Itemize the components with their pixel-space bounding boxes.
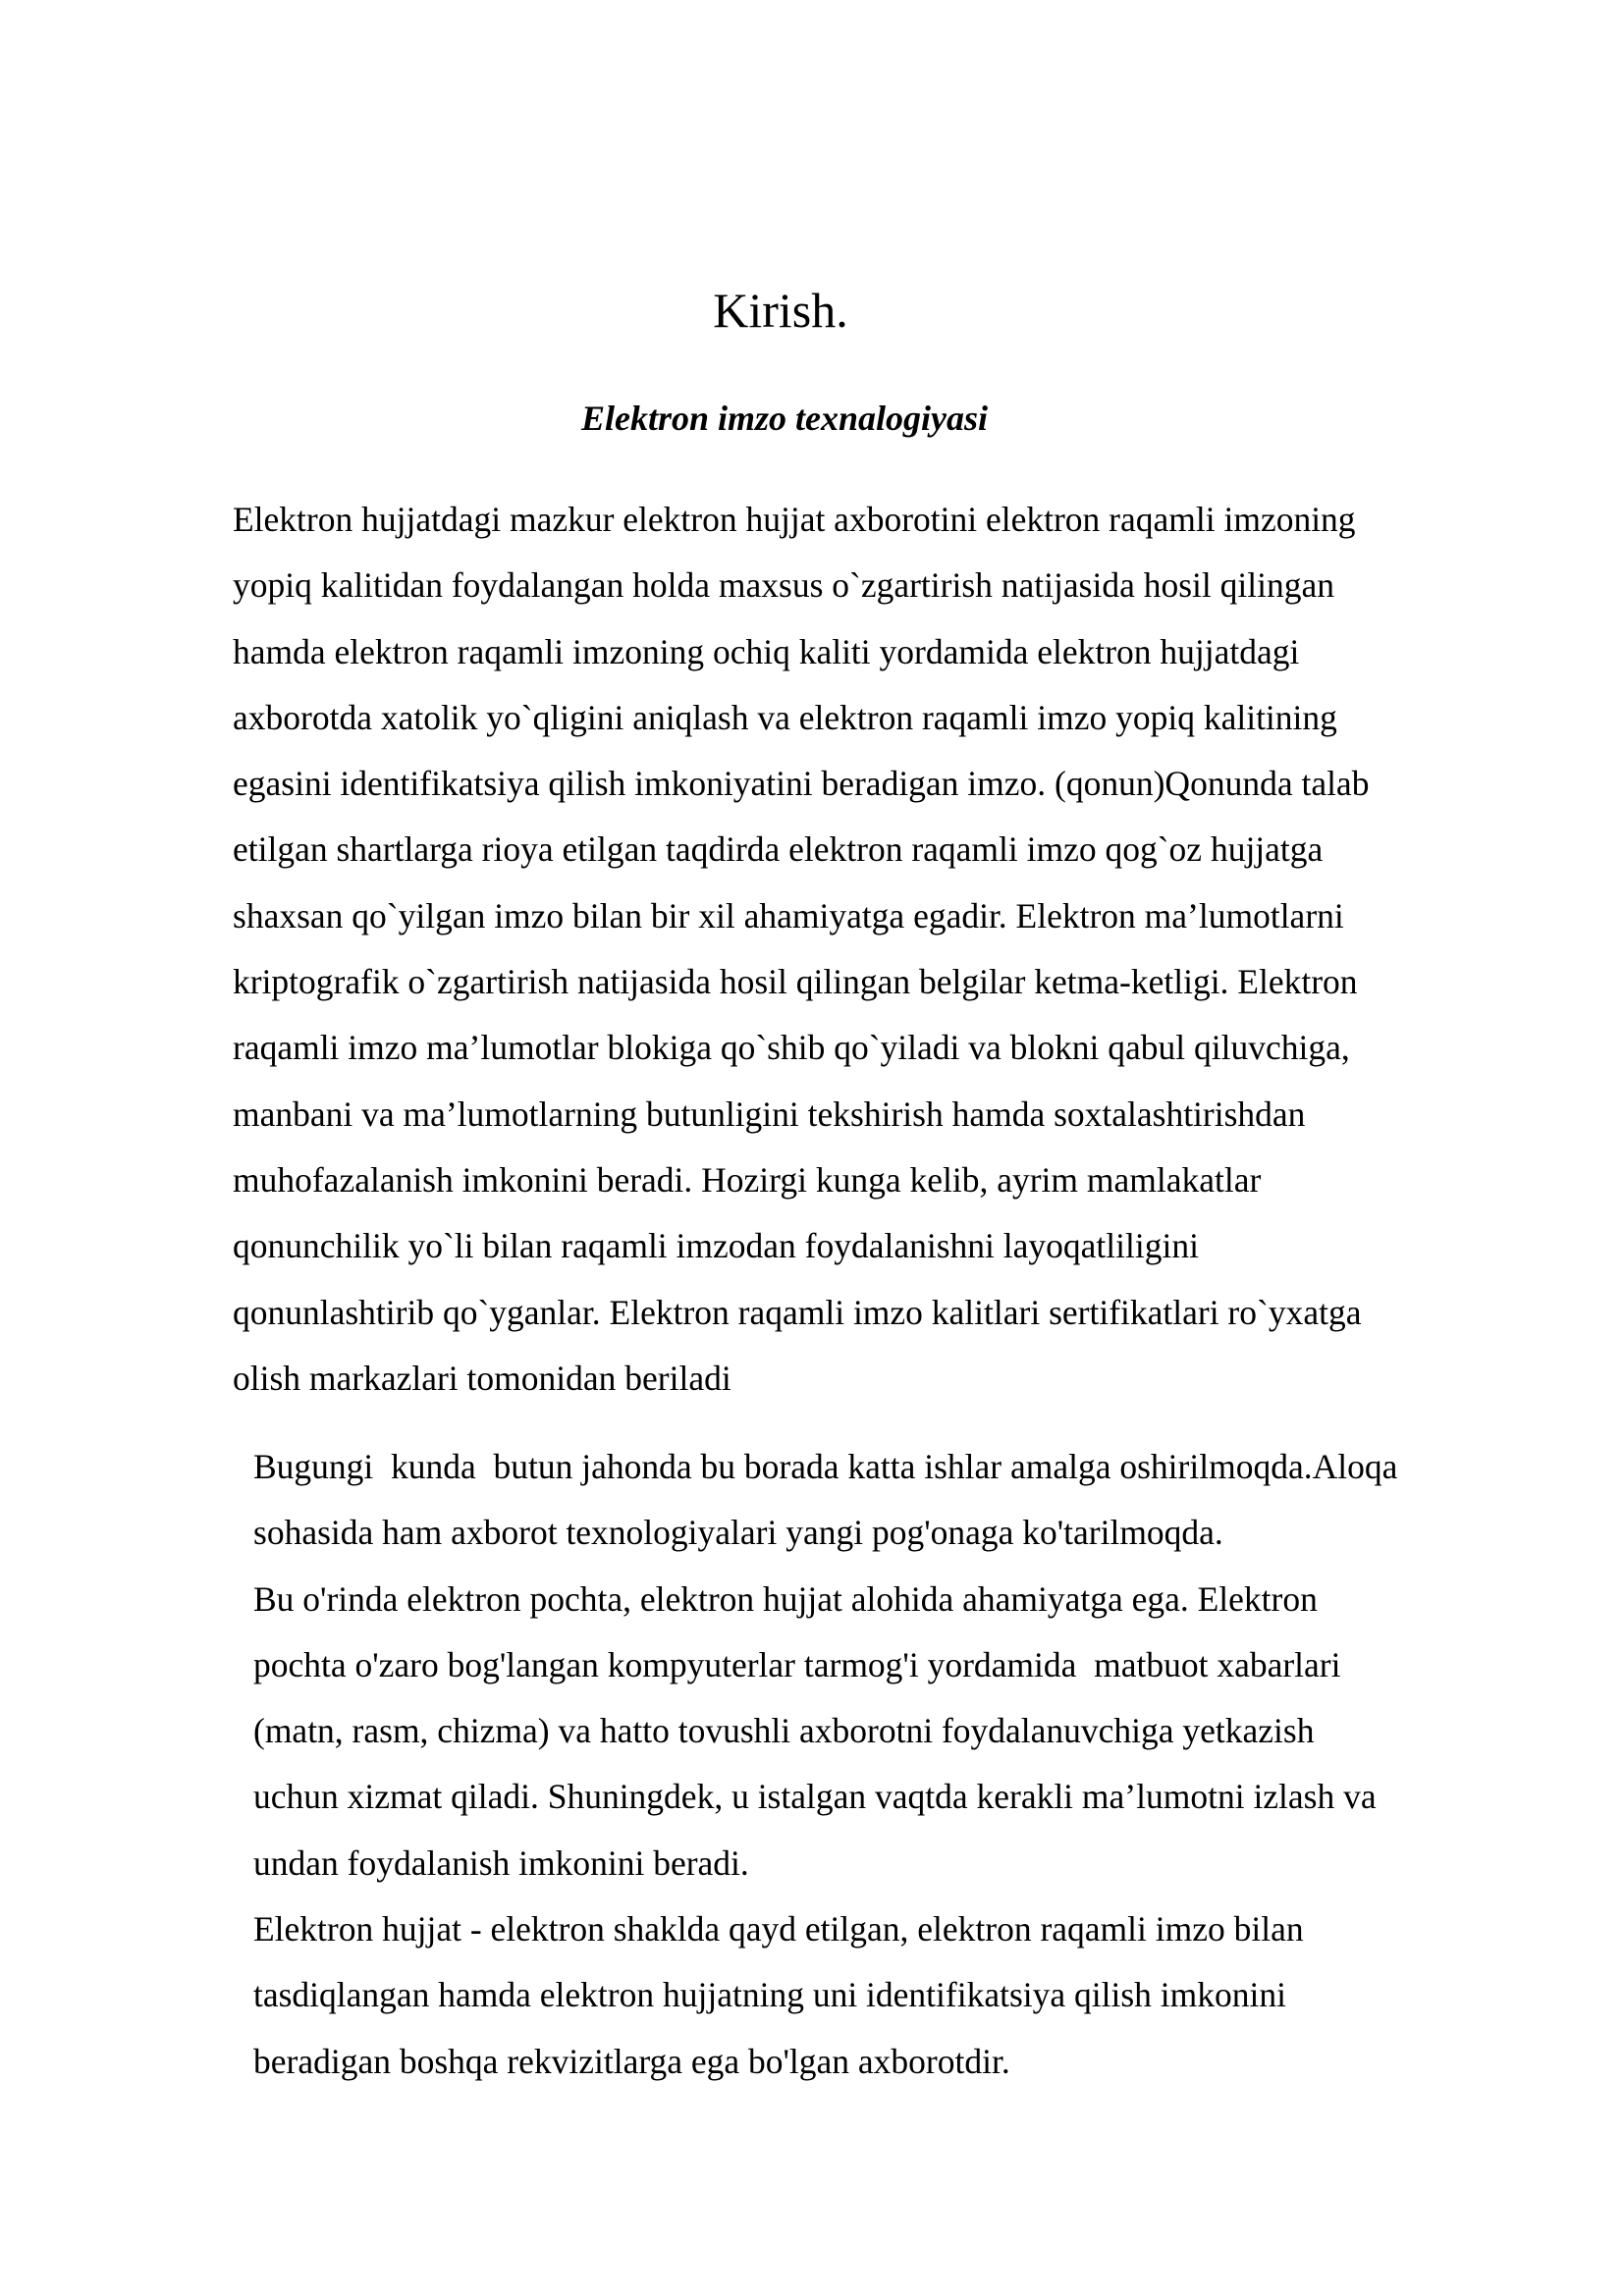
text-line: Elektron hujjat - elektron shaklda qayd etilgan, elektron raqamli imzo bilan [253, 1909, 1304, 1949]
page-title: Kirish. [713, 283, 848, 338]
paragraph-digital-signature-definition [233, 487, 1369, 1412]
text-line: Elektron hujjatdagi mazkur elektron hujjat axborotini elektron raqamli imzoning [233, 500, 1356, 539]
text-line: shaxsan qo`yilgan imzo bilan bir xil ahamiyatga egadir. Elektron ma’lumotlarni [233, 895, 1344, 935]
text-line: Bugungi kunda butun jahonda bu borada katta ishlar amalga oshirilmoqda.Aloqa [253, 1447, 1398, 1486]
text-line: uchun xizmat qiladi. Shuningdek, u istalgan vaqtda kerakli ma’lumotni izlash va [253, 1777, 1377, 1817]
text-line: sohasida ham axborot texnologiyalari yangi pog'onaga ko'tarilmoqda. [253, 1513, 1223, 1553]
text-line: kriptografik o`zgartirish natijasida hosil qilingan belgilar ketma-ketligi. Elektron [233, 962, 1358, 1002]
text-line: beradigan boshqa rekvizitlarga ega bo'lgan axborotdir. [253, 2041, 1010, 2081]
text-line: Bu o'rinda elektron pochta, elektron hujjat alohida ahamiyatga ega. Elektron [253, 1578, 1318, 1619]
section-subtitle: Elektron imzo texnalogiyasi [580, 399, 989, 438]
text-line: axborotda xatolik yo`qligini aniqlash va elektron raqamli imzo yopiq kalitining [233, 697, 1337, 737]
text-line: qonunchilik yo`li bilan raqamli imzodan foydalanishni layoqatliligini [233, 1226, 1199, 1266]
text-line: manbani va ma’lumotlarning butunligini tekshirish hamda soxtalashtirishdan [233, 1094, 1306, 1134]
text-line: muhofazalanish imkonini beradi. Hozirgi kunga kelib, ayrim mamlakatlar [233, 1159, 1262, 1200]
text-line: egasini identifikatsiya qilish imkoniyatini beradigan imzo. (qonun)Qonunda talab [233, 764, 1370, 804]
text-line: olish markazlari tomonidan beriladi [233, 1358, 731, 1398]
text-line: hamda elektron raqamli imzoning ochiq kaliti yordamida elektron hujjatdagi [233, 631, 1300, 671]
text-line: (matn, rasm, chizma) va hatto tovushli axborotni foydalanuvchiga yetkazish [253, 1711, 1315, 1751]
paragraph-electronic-mail-and-documents [253, 1434, 1397, 2095]
text-line: tasdiqlangan hamda elektron hujjatning uni identifikatsiya qilish imkonini [253, 1975, 1286, 2015]
text-line: qonunlashtirib qo`yganlar. Elektron raqamli imzo kalitlari sertifikatlari ro`yxatga [233, 1292, 1362, 1332]
text-line: raqamli imzo ma’lumotlar blokiga qo`shib qo`yiladi va blokni qabul qiluvchiga, [233, 1028, 1350, 1068]
text-line: undan foydalanish imkonini beradi. [253, 1842, 749, 1883]
text-line: yopiq kalitidan foydalangan holda maxsus o`zgartirish natijasida hosil qilingan [233, 565, 1334, 606]
text-line: etilgan shartlarga rioya etilgan taqdirda elektron raqamli imzo qog`oz hujjatga [233, 829, 1324, 870]
text-line: pochta o'zaro bog'langan kompyuterlar tarmog'i yordamida matbuot xabarlari [253, 1644, 1341, 1684]
